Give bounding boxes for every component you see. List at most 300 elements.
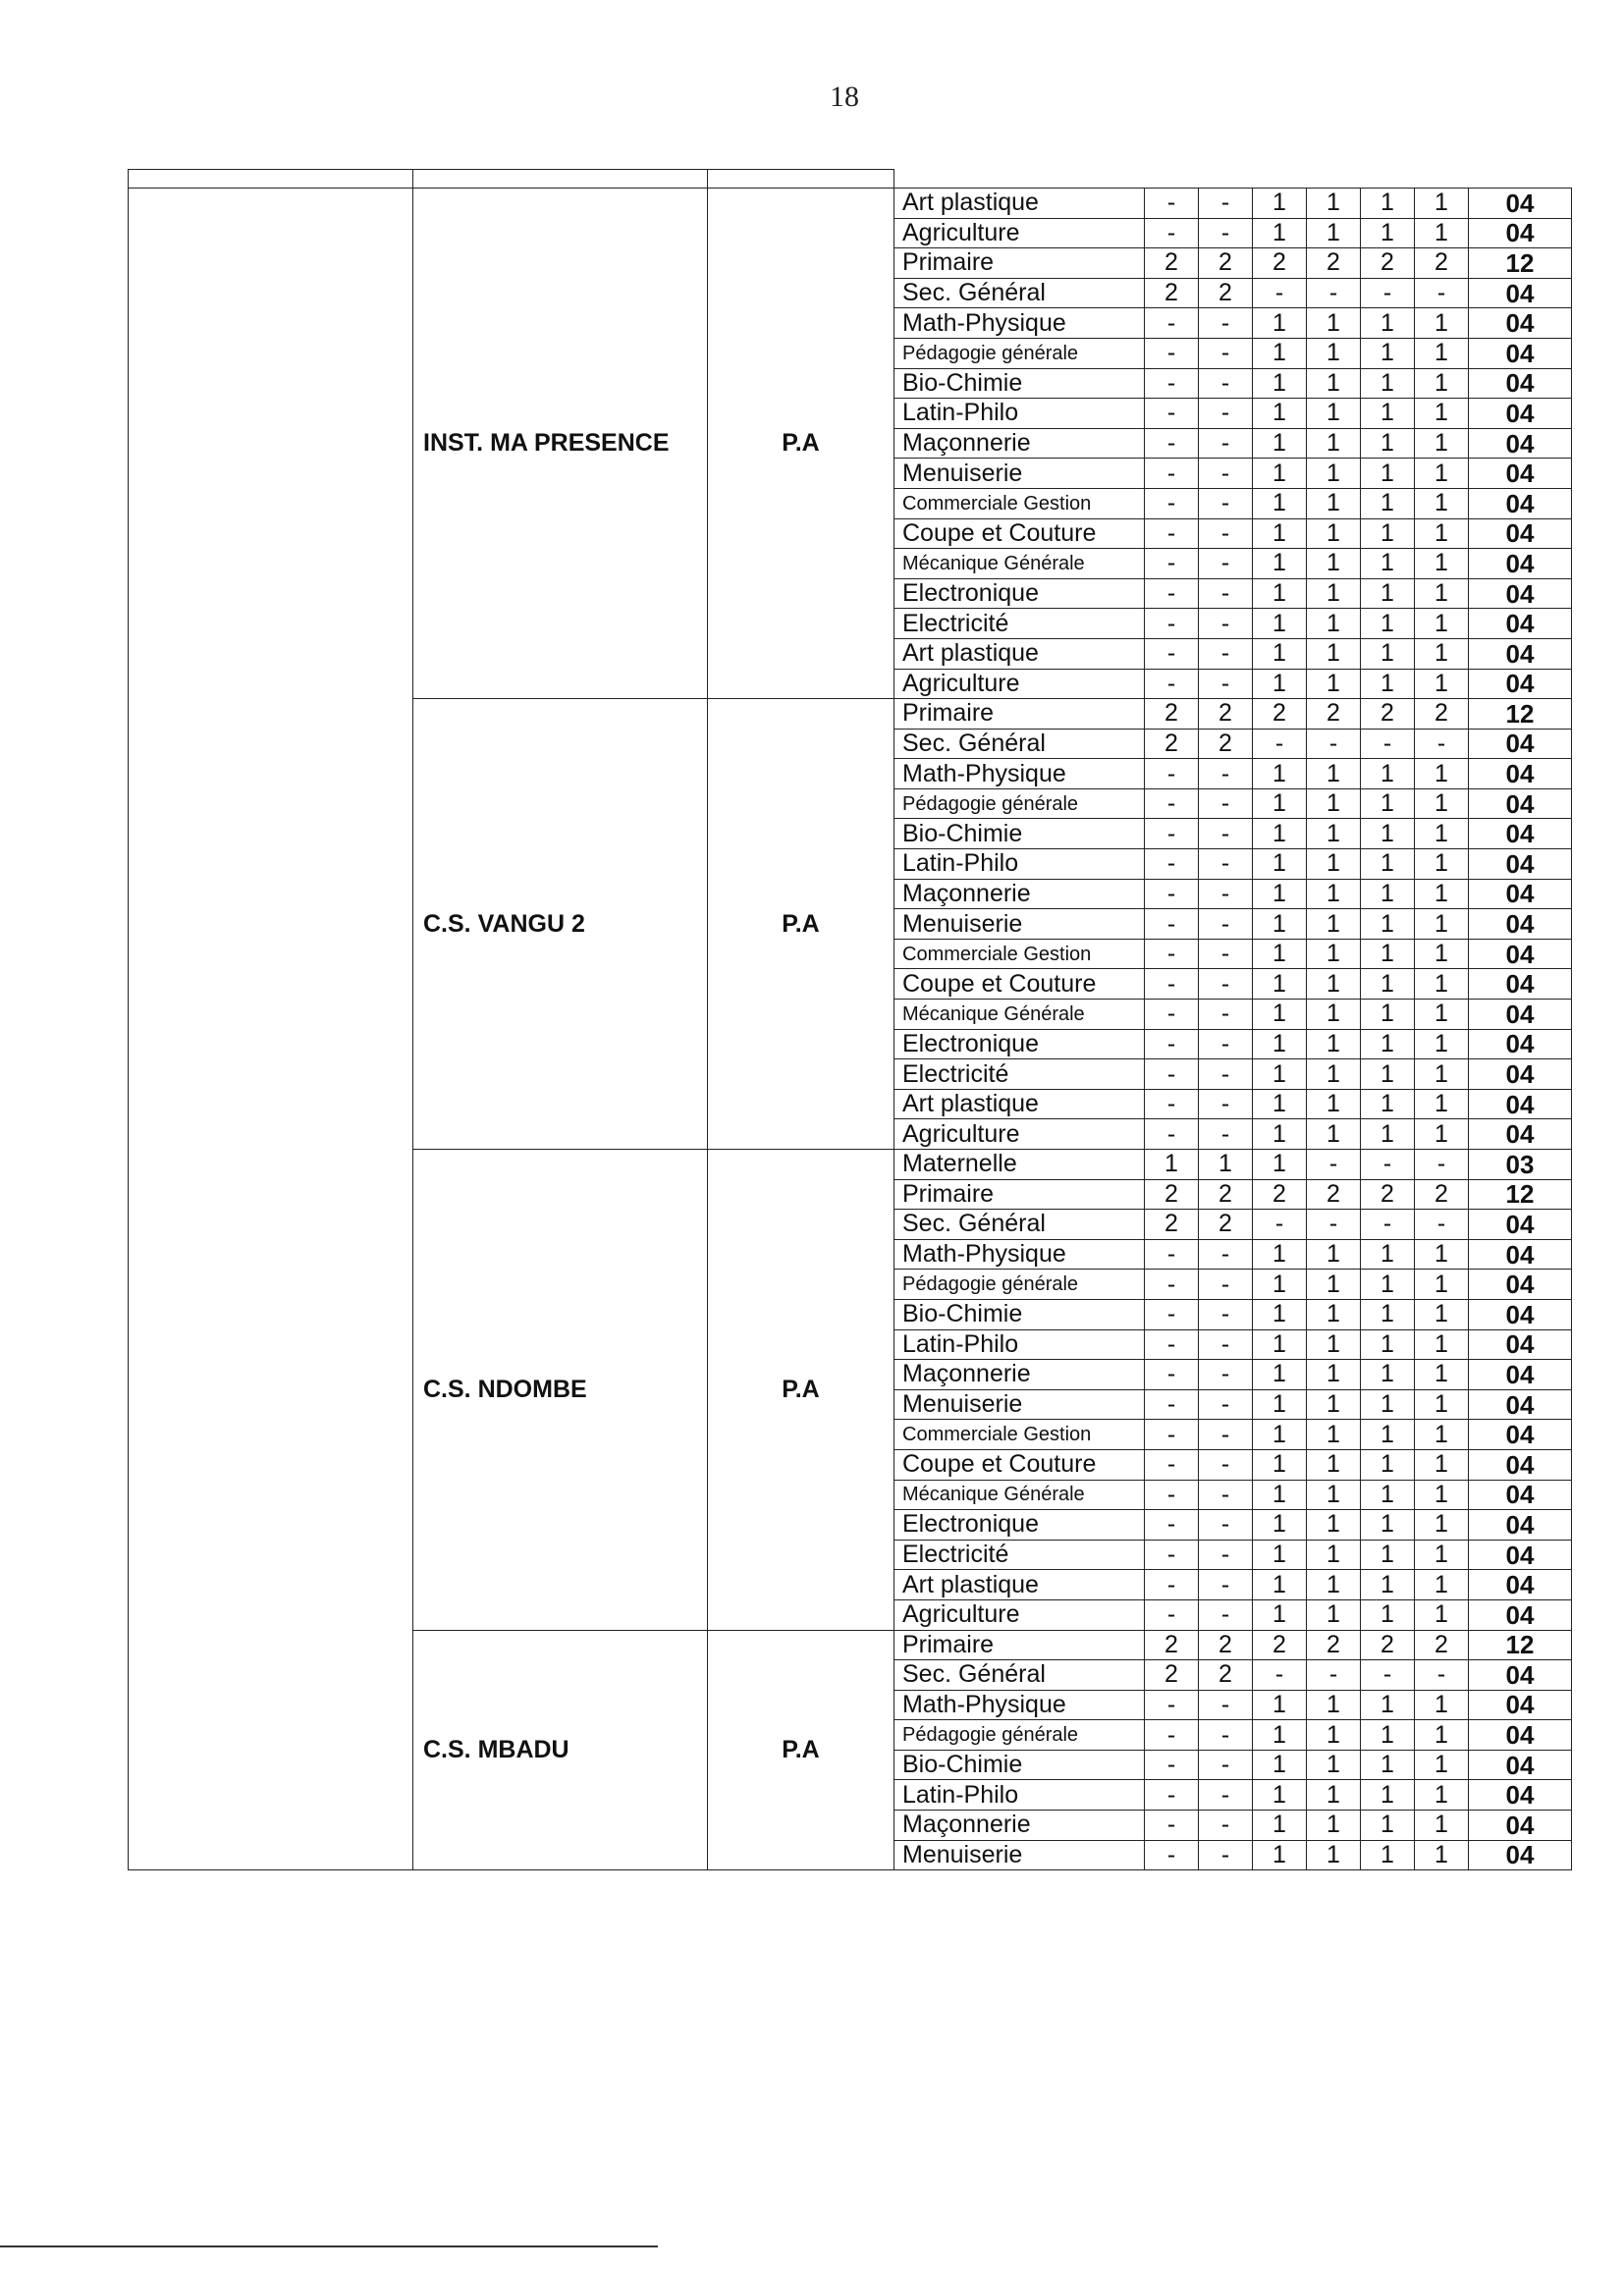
total-cell: 04 (1469, 1660, 1572, 1691)
total-cell: 04 (1469, 669, 1572, 699)
option-cell: Maçonnerie (894, 1360, 1145, 1390)
option-cell: Pédagogie générale (894, 1720, 1145, 1751)
class-count-cell: - (1145, 609, 1199, 639)
class-count-cell: 2 (1415, 1630, 1469, 1660)
option-cell: Primaire (894, 1179, 1145, 1210)
page-number: 18 (830, 81, 859, 113)
class-count-cell: 1 (1307, 1540, 1361, 1570)
class-count-cell: - (1199, 909, 1253, 940)
class-count-cell: 1 (1307, 909, 1361, 940)
class-count-cell: - (1145, 1720, 1199, 1751)
total-cell: 04 (1469, 1329, 1572, 1360)
option-cell: Bio-Chimie (894, 819, 1145, 849)
total-cell: 04 (1469, 1570, 1572, 1600)
class-count-cell: 1 (1307, 338, 1361, 368)
class-count-cell: 2 (1145, 1630, 1199, 1660)
class-count-cell: - (1199, 1089, 1253, 1119)
class-count-cell: 1 (1415, 308, 1469, 339)
class-count-cell: - (1253, 729, 1307, 759)
class-count-cell: - (1199, 669, 1253, 699)
school-type-cell: P.A (708, 1150, 894, 1631)
option-cell: Pédagogie générale (894, 788, 1145, 819)
class-count-cell: 1 (1361, 1389, 1415, 1420)
total-cell: 04 (1469, 1210, 1572, 1240)
class-count-cell: 1 (1253, 1360, 1307, 1390)
class-count-cell: 1 (1415, 1000, 1469, 1030)
class-count-cell: 1 (1361, 1570, 1415, 1600)
class-count-cell: 1 (1415, 1540, 1469, 1570)
total-cell: 04 (1469, 1119, 1572, 1150)
class-count-cell: 1 (1415, 1480, 1469, 1510)
class-count-cell: 1 (1199, 1150, 1253, 1180)
option-cell: Math-Physique (894, 1690, 1145, 1720)
class-count-cell: 1 (1307, 518, 1361, 549)
option-cell: Menuiserie (894, 1389, 1145, 1420)
total-cell: 04 (1469, 1389, 1572, 1420)
class-count-cell: - (1307, 729, 1361, 759)
option-cell: Electronique (894, 1029, 1145, 1059)
class-count-cell: 1 (1361, 1840, 1415, 1870)
option-cell: Commerciale Gestion (894, 1420, 1145, 1450)
class-count-cell: 1 (1361, 338, 1415, 368)
school-name-cell: INST. MA PRESENCE (413, 189, 708, 699)
class-count-cell: 1 (1307, 849, 1361, 880)
class-count-cell: 1 (1361, 578, 1415, 609)
option-cell: Electricité (894, 1059, 1145, 1090)
class-count-cell: 1 (1415, 1811, 1469, 1841)
class-count-cell: - (1253, 278, 1307, 308)
class-count-cell: 1 (1253, 428, 1307, 459)
class-count-cell: - (1145, 638, 1199, 669)
class-count-cell: 1 (1361, 759, 1415, 789)
total-cell: 04 (1469, 729, 1572, 759)
class-count-cell: 1 (1415, 1029, 1469, 1059)
class-count-cell: 1 (1307, 669, 1361, 699)
class-count-cell: - (1199, 819, 1253, 849)
class-count-cell: 2 (1145, 699, 1199, 730)
class-count-cell: - (1145, 759, 1199, 789)
class-count-cell: 1 (1361, 368, 1415, 399)
total-cell: 04 (1469, 1510, 1572, 1541)
class-count-cell: 1 (1361, 638, 1415, 669)
option-cell: Primaire (894, 248, 1145, 279)
option-cell: Mécanique Générale (894, 549, 1145, 579)
class-count-cell: 2 (1199, 248, 1253, 279)
class-count-cell: 1 (1253, 1449, 1307, 1480)
option-cell: Art plastique (894, 1089, 1145, 1119)
class-count-cell: 1 (1253, 1540, 1307, 1570)
total-cell: 04 (1469, 819, 1572, 849)
class-count-cell: - (1307, 1150, 1361, 1180)
class-count-cell: 1 (1307, 1480, 1361, 1510)
class-count-cell: 1 (1307, 1119, 1361, 1150)
class-count-cell: - (1199, 189, 1253, 219)
total-cell: 04 (1469, 368, 1572, 399)
class-count-cell: 1 (1307, 1239, 1361, 1270)
class-count-cell: 1 (1361, 849, 1415, 880)
total-cell: 12 (1469, 1179, 1572, 1210)
class-count-cell: 1 (1415, 609, 1469, 639)
class-count-cell: 2 (1415, 699, 1469, 730)
class-count-cell: 1 (1307, 1360, 1361, 1390)
total-cell: 04 (1469, 638, 1572, 669)
class-count-cell: 2 (1145, 248, 1199, 279)
class-count-cell: - (1199, 609, 1253, 639)
class-count-cell: 1 (1307, 1059, 1361, 1090)
class-count-cell: 1 (1415, 1089, 1469, 1119)
class-count-cell: 1 (1415, 1690, 1469, 1720)
class-count-cell: - (1199, 518, 1253, 549)
class-count-cell: 2 (1199, 1179, 1253, 1210)
class-count-cell: - (1145, 819, 1199, 849)
class-count-cell: 1 (1415, 1329, 1469, 1360)
option-cell: Math-Physique (894, 308, 1145, 339)
class-count-cell: - (1361, 1660, 1415, 1691)
class-count-cell: 1 (1253, 518, 1307, 549)
class-count-cell: 1 (1361, 1540, 1415, 1570)
class-count-cell: 2 (1145, 729, 1199, 759)
total-cell: 04 (1469, 1000, 1572, 1030)
total-cell: 03 (1469, 1150, 1572, 1180)
class-count-cell: - (1145, 669, 1199, 699)
class-count-cell: - (1145, 189, 1199, 219)
class-count-cell: 1 (1307, 1840, 1361, 1870)
option-cell: Electronique (894, 578, 1145, 609)
class-count-cell: - (1145, 1329, 1199, 1360)
total-cell: 04 (1469, 1840, 1572, 1870)
class-count-cell: - (1199, 1510, 1253, 1541)
option-cell: Menuiserie (894, 459, 1145, 489)
class-count-cell: 1 (1253, 1239, 1307, 1270)
class-count-cell: - (1145, 338, 1199, 368)
class-count-cell: 2 (1307, 248, 1361, 279)
class-count-cell: 1 (1253, 939, 1307, 969)
option-cell: Agriculture (894, 1599, 1145, 1630)
table-row (129, 189, 1572, 219)
total-cell: 04 (1469, 1720, 1572, 1751)
class-count-cell: 1 (1307, 1570, 1361, 1600)
option-cell: Art plastique (894, 1570, 1145, 1600)
class-count-cell: 1 (1253, 969, 1307, 1000)
class-count-cell: - (1199, 969, 1253, 1000)
class-count-cell: 1 (1307, 368, 1361, 399)
class-count-cell: - (1415, 278, 1469, 308)
class-count-cell: 1 (1253, 1089, 1307, 1119)
class-count-cell: 1 (1253, 338, 1307, 368)
class-count-cell: 1 (1253, 1150, 1307, 1180)
class-count-cell: 2 (1361, 699, 1415, 730)
total-cell: 04 (1469, 488, 1572, 518)
option-cell: Agriculture (894, 218, 1145, 248)
class-count-cell: - (1145, 368, 1199, 399)
class-count-cell: - (1199, 1570, 1253, 1600)
option-cell: Maçonnerie (894, 1811, 1145, 1841)
class-count-cell: 1 (1415, 1299, 1469, 1329)
class-count-cell: - (1199, 1480, 1253, 1510)
class-count-cell: - (1145, 1420, 1199, 1450)
total-cell: 04 (1469, 609, 1572, 639)
class-count-cell: - (1145, 488, 1199, 518)
class-count-cell: - (1199, 1449, 1253, 1480)
option-cell: Coupe et Couture (894, 1449, 1145, 1480)
class-count-cell: 1 (1253, 669, 1307, 699)
class-count-cell: 1 (1415, 578, 1469, 609)
class-count-cell: - (1145, 909, 1199, 940)
class-count-cell: - (1199, 1329, 1253, 1360)
class-count-cell: - (1415, 1660, 1469, 1691)
class-count-cell: - (1199, 578, 1253, 609)
total-cell: 04 (1469, 1270, 1572, 1300)
class-count-cell: - (1199, 638, 1253, 669)
header-cell-school (413, 170, 708, 189)
class-count-cell: - (1307, 278, 1361, 308)
class-count-cell: 1 (1253, 1720, 1307, 1751)
option-cell: Art plastique (894, 189, 1145, 219)
class-count-cell: - (1145, 1239, 1199, 1270)
class-count-cell: - (1307, 1660, 1361, 1691)
class-count-cell: 1 (1253, 308, 1307, 339)
class-count-cell: 1 (1253, 1299, 1307, 1329)
option-cell: Math-Physique (894, 759, 1145, 789)
class-count-cell: 1 (1415, 549, 1469, 579)
class-count-cell: 1 (1307, 308, 1361, 339)
class-count-cell: - (1199, 1750, 1253, 1780)
class-count-cell: 1 (1253, 1690, 1307, 1720)
class-count-cell: - (1199, 788, 1253, 819)
class-count-cell: 1 (1307, 1329, 1361, 1360)
class-count-cell: 1 (1253, 399, 1307, 429)
class-count-cell: - (1253, 1210, 1307, 1240)
class-count-cell: - (1145, 1299, 1199, 1329)
class-count-cell: - (1199, 879, 1253, 909)
class-count-cell: 1 (1415, 1360, 1469, 1390)
class-count-cell: - (1199, 368, 1253, 399)
class-count-cell: 1 (1253, 218, 1307, 248)
class-count-cell: - (1199, 549, 1253, 579)
total-cell: 04 (1469, 849, 1572, 880)
class-count-cell: - (1145, 969, 1199, 1000)
option-cell: Electricité (894, 1540, 1145, 1570)
class-count-cell: 1 (1253, 368, 1307, 399)
class-count-cell: - (1145, 218, 1199, 248)
class-count-cell: 1 (1307, 549, 1361, 579)
class-count-cell: 1 (1361, 1059, 1415, 1090)
class-count-cell: - (1199, 488, 1253, 518)
class-count-cell: 1 (1361, 1089, 1415, 1119)
class-count-cell: - (1415, 729, 1469, 759)
class-count-cell: 1 (1361, 1720, 1415, 1751)
total-cell: 04 (1469, 879, 1572, 909)
total-cell: 12 (1469, 1630, 1572, 1660)
school-name-cell: C.S. MBADU (413, 1630, 708, 1870)
class-count-cell: 1 (1415, 368, 1469, 399)
total-cell: 04 (1469, 338, 1572, 368)
class-count-cell: 1 (1253, 189, 1307, 219)
class-count-cell: - (1145, 459, 1199, 489)
class-count-cell: 1 (1415, 459, 1469, 489)
class-count-cell: - (1415, 1210, 1469, 1240)
total-cell: 04 (1469, 1059, 1572, 1090)
class-count-cell: 1 (1361, 488, 1415, 518)
class-count-cell: 1 (1361, 788, 1415, 819)
class-count-cell: 1 (1415, 518, 1469, 549)
class-count-cell: - (1145, 1570, 1199, 1600)
option-cell: Latin-Philo (894, 1780, 1145, 1811)
class-count-cell: 1 (1415, 909, 1469, 940)
class-count-cell: 1 (1307, 1389, 1361, 1420)
class-count-cell: 1 (1307, 1720, 1361, 1751)
table-body (129, 170, 1572, 1870)
class-count-cell: 1 (1415, 788, 1469, 819)
class-count-cell: 1 (1307, 428, 1361, 459)
school-name-cell: C.S. NDOMBE (413, 1150, 708, 1631)
class-count-cell: 2 (1199, 1660, 1253, 1691)
class-count-cell: 2 (1307, 1630, 1361, 1660)
class-count-cell: 1 (1361, 518, 1415, 549)
class-count-cell: - (1199, 939, 1253, 969)
class-count-cell: - (1199, 1239, 1253, 1270)
option-cell: Sec. Général (894, 1210, 1145, 1240)
class-count-cell: 2 (1361, 1630, 1415, 1660)
school-type-cell: P.A (708, 699, 894, 1150)
class-count-cell: 1 (1415, 1119, 1469, 1150)
class-count-cell: 1 (1253, 1270, 1307, 1300)
class-count-cell: - (1145, 939, 1199, 969)
class-count-cell: 2 (1199, 278, 1253, 308)
header-cell-province (129, 170, 413, 189)
class-count-cell: - (1145, 1029, 1199, 1059)
class-count-cell: 1 (1415, 189, 1469, 219)
class-count-cell: 1 (1361, 879, 1415, 909)
class-count-cell: 2 (1145, 1660, 1199, 1691)
class-count-cell: - (1199, 759, 1253, 789)
class-count-cell: - (1199, 428, 1253, 459)
schools-table (128, 169, 1572, 1870)
option-cell: Maçonnerie (894, 428, 1145, 459)
total-cell: 04 (1469, 1780, 1572, 1811)
class-count-cell: 1 (1361, 1299, 1415, 1329)
class-count-cell: 1 (1253, 1329, 1307, 1360)
class-count-cell: 1 (1307, 819, 1361, 849)
class-count-cell: 1 (1361, 549, 1415, 579)
class-count-cell: 1 (1415, 969, 1469, 1000)
class-count-cell: 1 (1253, 909, 1307, 940)
option-cell: Latin-Philo (894, 849, 1145, 880)
class-count-cell: 1 (1415, 1510, 1469, 1541)
class-count-cell: 1 (1253, 1840, 1307, 1870)
class-count-cell: 1 (1361, 1510, 1415, 1541)
class-count-cell: 1 (1253, 459, 1307, 489)
class-count-cell: 1 (1361, 1449, 1415, 1480)
class-count-cell: 1 (1415, 1840, 1469, 1870)
class-count-cell: 1 (1361, 1690, 1415, 1720)
class-count-cell: 1 (1361, 218, 1415, 248)
class-count-cell: - (1145, 788, 1199, 819)
class-count-cell: 1 (1415, 638, 1469, 669)
class-count-cell: 1 (1415, 488, 1469, 518)
total-cell: 04 (1469, 788, 1572, 819)
class-count-cell: 1 (1415, 669, 1469, 699)
option-cell: Sec. Général (894, 1660, 1145, 1691)
class-count-cell: 1 (1415, 879, 1469, 909)
class-count-cell: - (1199, 1690, 1253, 1720)
class-count-cell: 1 (1253, 1029, 1307, 1059)
total-cell: 04 (1469, 1599, 1572, 1630)
class-count-cell: - (1145, 1780, 1199, 1811)
class-count-cell: - (1145, 1510, 1199, 1541)
total-cell: 04 (1469, 1420, 1572, 1450)
option-cell: Commerciale Gestion (894, 939, 1145, 969)
class-count-cell: - (1145, 1690, 1199, 1720)
class-count-cell: 1 (1253, 578, 1307, 609)
class-count-cell: 1 (1415, 939, 1469, 969)
option-cell: Coupe et Couture (894, 518, 1145, 549)
option-cell: Electricité (894, 609, 1145, 639)
class-count-cell: 1 (1307, 1780, 1361, 1811)
class-count-cell: 2 (1145, 1179, 1199, 1210)
class-count-cell: 1 (1307, 1000, 1361, 1030)
class-count-cell: 1 (1361, 609, 1415, 639)
class-count-cell: 1 (1253, 1420, 1307, 1450)
option-cell: Primaire (894, 1630, 1145, 1660)
class-count-cell: 1 (1361, 1480, 1415, 1510)
class-count-cell: 1 (1361, 1270, 1415, 1300)
class-count-cell: 1 (1307, 1510, 1361, 1541)
class-count-cell: - (1361, 1210, 1415, 1240)
class-count-cell: - (1361, 278, 1415, 308)
class-count-cell: 1 (1415, 1780, 1469, 1811)
class-count-cell: 1 (1307, 488, 1361, 518)
class-count-cell: 2 (1307, 699, 1361, 730)
total-cell: 04 (1469, 518, 1572, 549)
class-count-cell: - (1199, 1360, 1253, 1390)
class-count-cell: - (1145, 518, 1199, 549)
option-cell: Art plastique (894, 638, 1145, 669)
class-count-cell: 1 (1307, 218, 1361, 248)
class-count-cell: 1 (1361, 1360, 1415, 1390)
option-cell: Bio-Chimie (894, 1750, 1145, 1780)
class-count-cell: - (1199, 1540, 1253, 1570)
class-count-cell: 2 (1253, 1630, 1307, 1660)
total-cell: 04 (1469, 308, 1572, 339)
class-count-cell: 1 (1307, 969, 1361, 1000)
option-cell: Mécanique Générale (894, 1000, 1145, 1030)
class-count-cell: 1 (1415, 1270, 1469, 1300)
total-cell: 04 (1469, 578, 1572, 609)
class-count-cell: 1 (1253, 549, 1307, 579)
class-count-cell: 1 (1307, 1089, 1361, 1119)
class-count-cell: 2 (1253, 248, 1307, 279)
class-count-cell: - (1145, 1840, 1199, 1870)
option-cell: Maternelle (894, 1150, 1145, 1180)
total-cell: 04 (1469, 759, 1572, 789)
option-cell: Bio-Chimie (894, 1299, 1145, 1329)
class-count-cell: 1 (1361, 428, 1415, 459)
class-count-cell: - (1199, 849, 1253, 880)
class-count-cell: - (1199, 1389, 1253, 1420)
class-count-cell: - (1253, 1660, 1307, 1691)
total-cell: 04 (1469, 969, 1572, 1000)
class-count-cell: 1 (1361, 1239, 1415, 1270)
class-count-cell: 1 (1253, 1000, 1307, 1030)
class-count-cell: 1 (1253, 849, 1307, 880)
total-cell: 04 (1469, 189, 1572, 219)
total-cell: 04 (1469, 1360, 1572, 1390)
class-count-cell: - (1145, 308, 1199, 339)
class-count-cell: - (1361, 1150, 1415, 1180)
class-count-cell: 2 (1145, 278, 1199, 308)
class-count-cell: - (1145, 1270, 1199, 1300)
